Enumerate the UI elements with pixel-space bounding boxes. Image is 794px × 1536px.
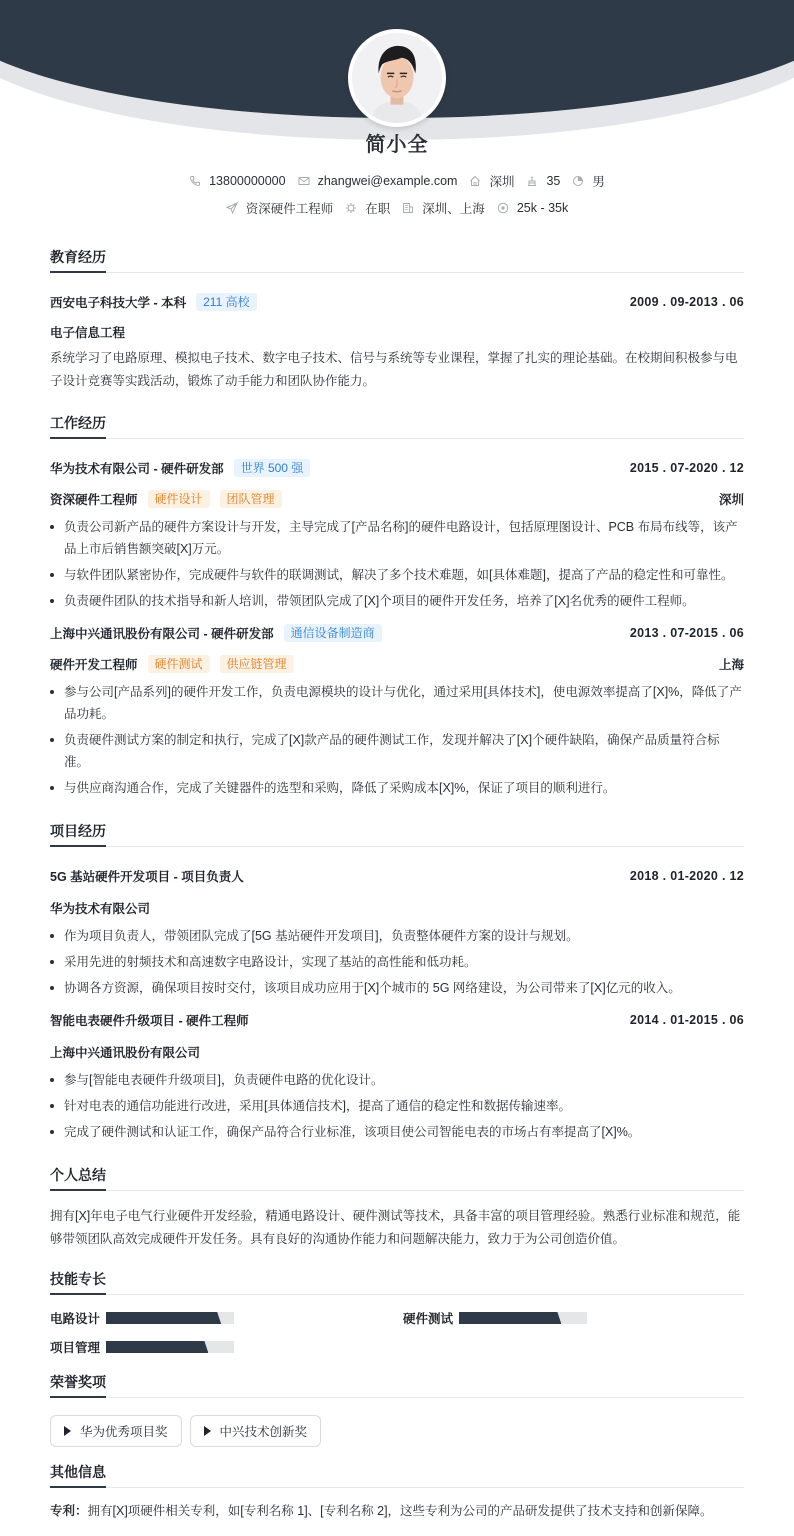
status-icon xyxy=(345,202,357,214)
education-section xyxy=(50,247,744,393)
work-bullets xyxy=(50,516,744,612)
project-name: 智能电表硬件升级项目 - 硬件工程师 xyxy=(50,1014,249,1028)
company-name: 上海中兴通讯股份有限公司 - 硬件研发部 xyxy=(50,627,274,641)
work-date: 2015 . 07-2020 . 12 xyxy=(629,461,744,475)
skill-bar xyxy=(106,1341,234,1353)
award-label: 中兴技术创新奖 xyxy=(219,1425,308,1439)
gender-value: 男 xyxy=(592,175,605,189)
role-tag: 硬件测试 xyxy=(148,655,210,673)
section-title-awards: 荣誉奖项 xyxy=(50,1372,744,1398)
send-icon xyxy=(226,202,238,214)
list-item: 协调各方资源，确保项目按时交付，该项目成功应用于[X]个城市的 5G 网络建设，为公司带来了[X]亿元的收入。 xyxy=(50,977,744,999)
awards-list xyxy=(50,1415,744,1447)
school-tag: 211 高校 xyxy=(196,293,256,311)
section-title-work: 工作经历 xyxy=(50,413,744,439)
project-company: 华为技术有限公司 xyxy=(50,902,151,916)
skill-label: 项目管理 xyxy=(50,1341,101,1355)
contact-info-row xyxy=(0,172,794,190)
list-item: 与供应商沟通合作，完成了关键器件的选型和采购，降低了采购成本[X]%，保证了项目的顺利进行。 xyxy=(50,777,744,799)
candidate-name: 简小全 xyxy=(365,134,429,156)
avatar xyxy=(348,29,446,127)
triangle-right-icon xyxy=(64,1426,71,1436)
skill-fill xyxy=(106,1312,221,1324)
work-date: 2013 . 07-2015 . 06 xyxy=(629,626,744,640)
job-role: 资深硬件工程师 xyxy=(50,493,138,507)
award-label: 华为优秀项目奖 xyxy=(80,1425,168,1439)
gender-icon xyxy=(572,175,584,187)
skills-grid xyxy=(50,1311,744,1354)
skill-bar xyxy=(459,1312,587,1324)
gender-info xyxy=(572,172,605,190)
skill-label: 电路设计 xyxy=(50,1312,101,1326)
skills-section xyxy=(50,1269,744,1354)
other-section xyxy=(50,1462,744,1523)
building-icon xyxy=(402,202,414,214)
section-title-other: 其他信息 xyxy=(50,1462,744,1488)
awards-section xyxy=(50,1372,744,1447)
education-description: 系统学习了电路原理、模拟电子技术、数字电子技术、信号与系统等专业课程，掌握了扎实的理论基础。在校期间积极参与电子设计竞赛等实践活动，锻炼了动手能力和团队协作能力。 xyxy=(50,351,738,388)
award-item xyxy=(190,1415,322,1447)
company-name: 华为技术有限公司 - 硬件研发部 xyxy=(50,462,224,476)
project-entry xyxy=(50,1011,744,1143)
role-tag: 硬件设计 xyxy=(148,490,210,508)
project-entry xyxy=(50,867,744,999)
triangle-right-icon xyxy=(204,1426,211,1436)
skill-fill xyxy=(459,1312,561,1324)
resume-body xyxy=(0,247,794,1523)
education-entry-head xyxy=(50,293,744,311)
job-role: 硬件开发工程师 xyxy=(50,658,138,672)
age-value: 35 xyxy=(546,174,561,188)
list-item: 作为项目负责人，带领团队完成了[5G 基站硬件开发项目]，负责整体硬件方案的设计与规划。 xyxy=(50,925,744,947)
work-entry xyxy=(50,624,744,799)
summary-section xyxy=(50,1165,744,1251)
skill-bar xyxy=(106,1312,234,1324)
skill-item xyxy=(50,1340,403,1354)
school-name: 西安电子科技大学 - 本科 xyxy=(50,296,187,310)
role-tag: 供应链管理 xyxy=(220,655,294,673)
skill-item xyxy=(403,1311,744,1325)
list-item: 与软件团队紧密协作，完成硬件与软件的联调测试，解决了多个技术难题，如[具体难题]，提高了产品的稳定性和可靠性。 xyxy=(50,564,744,586)
list-item: 针对电表的通信功能进行改进，采用[具体通信技术]，提高了通信的稳定性和数据传输速率。 xyxy=(50,1095,744,1117)
project-name: 5G 基站硬件开发项目 - 项目负责人 xyxy=(50,870,244,884)
salary-icon xyxy=(497,202,509,214)
patent-label: 专利： xyxy=(50,1504,88,1518)
summary-text: 拥有[X]年电子电气行业硬件开发经验，精通电路设计、硬件测试等技术，具备丰富的项目管理经验。熟悉行业标准和规范，能够带领团队高效完成硬件开发任务。具有良好的沟通协作能力和问题解决能力，致力于为公司创造价值。 xyxy=(50,1209,741,1246)
patent-text: 拥有[X]项硬件相关专利，如[专利名称 1]、[专利名称 2]，这些专利为公司的产品研发提供了技术支持和创新保障。 xyxy=(87,1504,713,1518)
salary-info xyxy=(497,201,568,215)
education-date: 2009 . 09-2013 . 06 xyxy=(629,295,744,309)
other-info xyxy=(50,1500,744,1523)
work-city: 深圳 xyxy=(718,493,744,507)
skill-label: 硬件测试 xyxy=(403,1312,454,1326)
project-date: 2018 . 01-2020 . 12 xyxy=(629,869,744,883)
list-item: 参与公司[产品系列]的硬件开发工作，负责电源模块的设计与优化，通过采用[具体技术]，使电源效率提高了[X]%，降低了产品功耗。 xyxy=(50,681,744,725)
list-item: 完成了硬件测试和认证工作，确保产品符合行业标准，该项目使公司智能电表的市场占有率提高了[X]%。 xyxy=(50,1121,744,1143)
age-info xyxy=(526,174,560,188)
location-info xyxy=(469,172,514,190)
projects-section xyxy=(50,821,744,1143)
work-city: 上海 xyxy=(718,658,744,672)
project-bullets xyxy=(50,1069,744,1143)
project-company: 上海中兴通讯股份有限公司 xyxy=(50,1046,201,1060)
company-tag: 世界 500 强 xyxy=(234,459,311,477)
section-title-education: 教育经历 xyxy=(50,247,744,273)
section-title-projects: 项目经历 xyxy=(50,821,744,847)
phone-info xyxy=(189,174,285,188)
job-intent-row xyxy=(0,199,794,217)
project-date: 2014 . 01-2015 . 06 xyxy=(629,1013,744,1027)
role-tag: 团队管理 xyxy=(220,490,282,508)
section-title-skills: 技能专长 xyxy=(50,1269,744,1295)
company-tag: 通信设备制造商 xyxy=(284,624,382,642)
list-item: 负责公司新产品的硬件方案设计与开发，主导完成了[产品名称]的硬件电路设计，包括原理图设计、PCB 布局布线等，该产品上市后销售额突破[X]万元。 xyxy=(50,516,744,560)
resume-header xyxy=(0,0,794,230)
project-bullets xyxy=(50,925,744,999)
skill-fill xyxy=(106,1341,208,1353)
major: 电子信息工程 xyxy=(50,326,126,340)
email-info xyxy=(298,174,458,188)
avatar-portrait-icon xyxy=(352,33,442,123)
status-value: 在职 xyxy=(365,202,391,216)
home-icon xyxy=(469,175,481,187)
status-info xyxy=(345,199,390,217)
target-city-value: 深圳、上海 xyxy=(422,202,485,216)
target-city-info xyxy=(402,199,485,217)
work-section xyxy=(50,413,744,799)
position-value: 资深硬件工程师 xyxy=(245,202,334,216)
list-item: 采用先进的射频技术和高速数字电路设计，实现了基站的高性能和低功耗。 xyxy=(50,951,744,973)
skill-item xyxy=(50,1311,403,1325)
phone-icon xyxy=(189,175,201,187)
list-item: 负责硬件团队的技术指导和新人培训，带领团队完成了[X]个项目的硬件开发任务，培养了[X]名优秀的硬件工程师。 xyxy=(50,590,744,612)
list-item: 负责硬件测试方案的制定和执行，完成了[X]款产品的硬件测试工作，发现并解决了[X]个硬件缺陷，确保产品质量符合标准。 xyxy=(50,729,744,773)
work-bullets xyxy=(50,681,744,799)
phone-number: 13800000000 xyxy=(209,174,286,188)
cake-icon xyxy=(526,175,538,187)
section-title-summary: 个人总结 xyxy=(50,1165,744,1191)
award-item xyxy=(50,1415,182,1447)
position-info xyxy=(226,199,334,217)
mail-icon xyxy=(298,175,310,187)
email-address: zhangwei@example.com xyxy=(317,174,458,188)
work-entry xyxy=(50,459,744,612)
salary-value: 25k - 35k xyxy=(516,201,569,215)
list-item: 参与[智能电表硬件升级项目]，负责硬件电路的优化设计。 xyxy=(50,1069,744,1091)
location-value: 深圳 xyxy=(489,175,515,189)
